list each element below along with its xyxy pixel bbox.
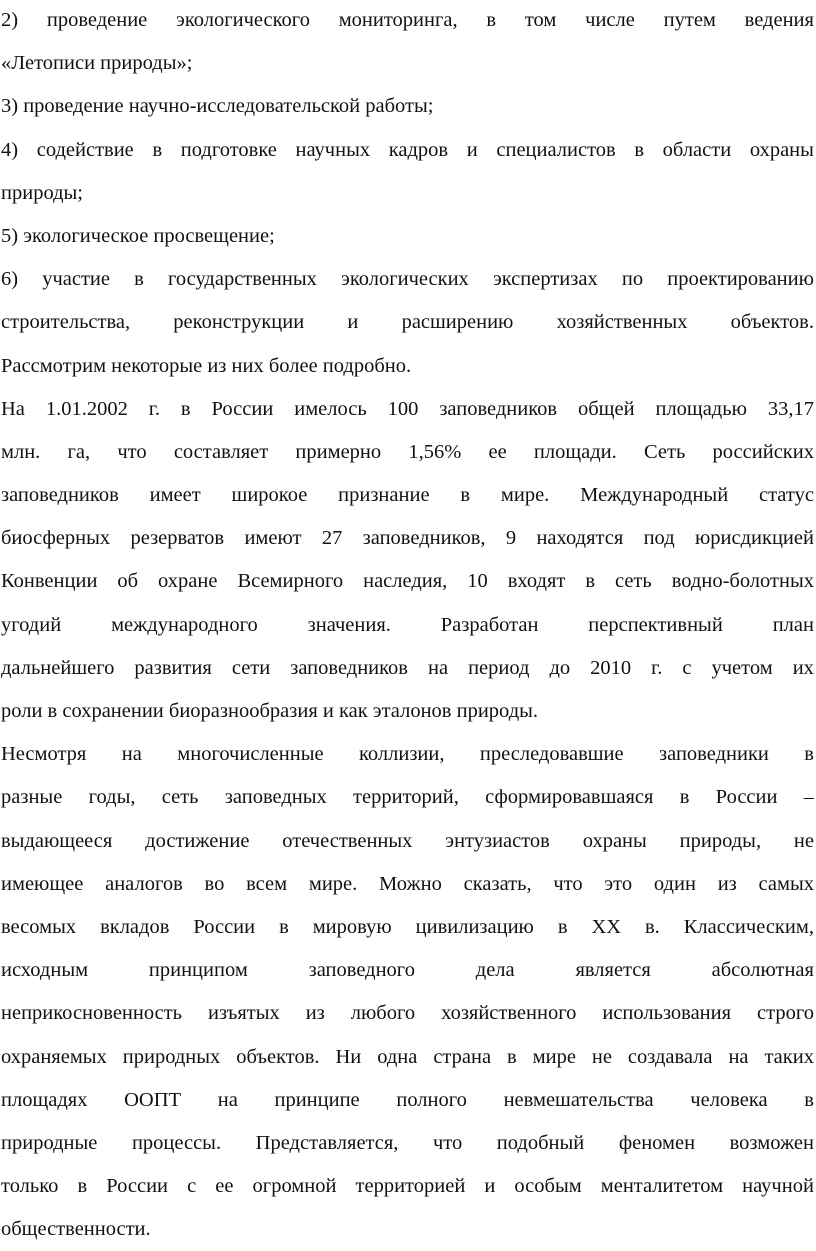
word: угодий (1, 613, 62, 636)
word: мире (532, 1045, 576, 1068)
word: Сеть (644, 440, 686, 463)
word: 1,56% (408, 440, 462, 463)
word: г. (651, 656, 663, 679)
text-line: 5) экологическое просвещение; (1, 224, 275, 247)
word: что (117, 440, 147, 463)
text-line (1, 1036, 814, 1079)
word: полного (396, 1088, 467, 1111)
word: огромной (252, 1175, 337, 1198)
word: государственных (167, 268, 317, 291)
word: сети (231, 656, 271, 679)
word: охраняемых (1, 1045, 107, 1068)
word: в (557, 915, 568, 938)
word: менталитетом (600, 1175, 724, 1198)
word: и (466, 138, 478, 161)
word: мире. (308, 872, 358, 895)
word: использования (602, 1002, 732, 1025)
word: разные (1, 786, 63, 809)
word: и (484, 1175, 496, 1198)
word: млн. (1, 440, 41, 463)
text-line (1, 301, 814, 344)
word: природные (1, 1131, 98, 1154)
word: подготовке (180, 138, 277, 161)
word: Несмотря (1, 743, 87, 766)
word: дела (475, 959, 515, 982)
word: только (1, 1175, 59, 1198)
word: из (717, 872, 737, 895)
word: природных (122, 1045, 221, 1068)
word: мире. (500, 484, 550, 507)
text-line (1, 647, 814, 690)
text-line (1, 992, 814, 1035)
word: хозяйственных (556, 311, 688, 334)
word: 1.01.2002 (45, 397, 128, 420)
word: в (152, 138, 163, 161)
word: исходным (1, 959, 89, 982)
word: в (77, 1175, 88, 1198)
text-line (1, 733, 814, 776)
word: абсолютная (711, 959, 814, 982)
word: ООПТ (124, 1088, 182, 1111)
word: сформировавшаяся (485, 786, 654, 809)
word: площадях (1, 1088, 88, 1111)
word: строго (757, 1002, 814, 1025)
word: ее (488, 440, 507, 463)
word: в (180, 397, 191, 420)
word: га, (67, 440, 91, 463)
word: России (715, 786, 778, 809)
text-line (1, 258, 814, 301)
word: заповедных (224, 786, 327, 809)
word: до (549, 656, 571, 679)
word: охраны (582, 829, 647, 852)
text-line (1, 517, 814, 560)
text-line (1, 820, 814, 863)
word: площади. (533, 440, 617, 463)
word: является (575, 959, 651, 982)
word: 2) (1, 9, 19, 31)
word: территорией (355, 1175, 466, 1198)
word: особым (514, 1175, 582, 1198)
word: 4) (1, 138, 19, 161)
word: годы, (88, 786, 136, 809)
word: достижение (145, 829, 250, 852)
word: объектов. (236, 1045, 320, 1068)
text-line (1, 776, 814, 819)
word: в (486, 9, 497, 31)
word: в (804, 1088, 814, 1111)
word: имеет (149, 484, 201, 507)
word: охране (158, 570, 218, 593)
word: 27 (321, 527, 343, 550)
word: заповедного (308, 959, 415, 982)
word: на (428, 656, 449, 679)
word: 2010 (590, 656, 632, 679)
word: феномен (618, 1131, 696, 1154)
word: любого (350, 1002, 416, 1025)
word: энтузиастов (445, 829, 550, 852)
word: 6) (1, 268, 19, 291)
word: таких (764, 1045, 814, 1068)
word: что (432, 1131, 463, 1154)
word: российских (712, 440, 814, 463)
word: возможен (729, 1131, 814, 1154)
word: экологических (341, 268, 469, 291)
word: неприкосновенность (1, 1002, 183, 1025)
word: Конвенции (1, 570, 98, 593)
text-line: 3) проведение научно-исследовательской работы; (1, 95, 434, 118)
word: Международный (580, 484, 729, 507)
word: путем (663, 9, 716, 31)
word: входят (507, 570, 566, 593)
word: реконструкции (173, 311, 305, 334)
word: процессы. (131, 1131, 222, 1154)
word: общей (578, 397, 635, 420)
word: с (682, 656, 692, 679)
word: коллизии, (359, 743, 445, 766)
word: в (279, 915, 289, 938)
word: сказать, (463, 872, 532, 895)
text-line (1, 1079, 814, 1122)
word: аналогов (105, 872, 183, 895)
word: проведение (46, 9, 148, 31)
word: На (1, 397, 25, 420)
word: широкое (231, 484, 308, 507)
word: изъятых (208, 1002, 280, 1025)
text-line (1, 1122, 814, 1165)
word: Классическим, (683, 915, 814, 938)
word: с (187, 1175, 197, 1198)
word: кадров (388, 138, 449, 161)
word: заповедников, (362, 527, 486, 550)
text-line (1, 863, 814, 906)
word: их (792, 656, 814, 679)
word: экологического (176, 9, 310, 31)
word: России (211, 397, 274, 420)
word: на (217, 1088, 238, 1111)
word: принципом (148, 959, 248, 982)
word: преследовавшие (479, 743, 624, 766)
word: период (468, 656, 530, 679)
word: юрисдикцией (694, 527, 814, 550)
word: природы, (679, 829, 762, 852)
word: подобный (496, 1131, 585, 1154)
word: России (193, 915, 256, 938)
word: статус (759, 484, 814, 507)
word: ее (215, 1175, 234, 1198)
word: Представляется, (255, 1131, 399, 1154)
word: хозяйственного (441, 1002, 577, 1025)
word: цивилизацию (415, 915, 534, 938)
word: сеть (614, 570, 652, 593)
word: научной (742, 1175, 814, 1198)
word: области (662, 138, 732, 161)
word: ведения (744, 9, 814, 31)
word: невмешательства (503, 1088, 654, 1111)
word: в (134, 268, 144, 291)
word: 100 (387, 397, 419, 420)
word: на (728, 1045, 749, 1068)
word: весомых (1, 915, 77, 938)
word: по (621, 268, 644, 291)
word: перспективный (588, 613, 723, 636)
word: признание (338, 484, 430, 507)
word: в. (644, 915, 660, 938)
word: проектированию (667, 268, 814, 291)
word: – (803, 786, 814, 809)
word: сеть (161, 786, 199, 809)
word: заповедников (1, 484, 119, 507)
word: во (204, 872, 225, 895)
word: вкладов (100, 915, 170, 938)
text-line (1, 906, 814, 949)
word: строительства, (1, 311, 131, 334)
word: принципе (274, 1088, 360, 1111)
word: международного (111, 613, 258, 636)
word: объектов. (730, 311, 814, 334)
word: содействие (36, 138, 134, 161)
text-line (1, 388, 814, 431)
word: 10 (467, 570, 488, 593)
word: создавала (627, 1045, 713, 1068)
word: дальнейшего (1, 656, 115, 679)
word: имеют (244, 527, 302, 550)
word: том (524, 9, 557, 31)
text-line (1, 1165, 814, 1208)
text-line: роли в сохранении биоразнообразия и как эталонов природы. (1, 700, 539, 722)
word: биосферных (1, 527, 111, 550)
word: заповедников (439, 397, 558, 420)
word: одна (377, 1045, 418, 1068)
text-line (1, 604, 814, 647)
word: расширению (401, 311, 514, 334)
word: в (634, 138, 645, 161)
text-line (1, 949, 814, 992)
word: не (793, 829, 814, 852)
word: под (643, 527, 675, 550)
word: Всемирного (237, 570, 344, 593)
word: специалистов (496, 138, 616, 161)
text-line: природы; (1, 181, 83, 204)
word: России (106, 1175, 169, 1198)
word: площадью (655, 397, 747, 420)
word: числе (585, 9, 635, 31)
word: выдающееся (1, 829, 113, 852)
word: учетом (711, 656, 773, 679)
word: отечественных (282, 829, 413, 852)
word: в (460, 484, 471, 507)
word: г. (148, 397, 160, 420)
word: на (121, 743, 142, 766)
word: имелось (294, 397, 367, 420)
word: не (591, 1045, 612, 1068)
word: 33,17 (767, 397, 814, 420)
word: и (347, 311, 359, 334)
word: это (604, 872, 633, 895)
word: участие (42, 268, 111, 291)
word: мировую (312, 915, 392, 938)
word: XX (591, 915, 622, 938)
word: резерватов (130, 527, 225, 550)
word: один (653, 872, 696, 895)
text-line (1, 129, 814, 172)
word: охраны (749, 138, 814, 161)
word: заповедники (659, 743, 769, 766)
word: что (553, 872, 583, 895)
word: в (585, 570, 596, 593)
word: всем (246, 872, 288, 895)
word: заповедников (290, 656, 408, 679)
word: самых (758, 872, 814, 895)
word: Ни (335, 1045, 362, 1068)
word: находятся (536, 527, 624, 550)
word: 9 (505, 527, 517, 550)
word: план (772, 613, 814, 636)
word: примерно (295, 440, 382, 463)
word: в (679, 786, 690, 809)
word: человека (690, 1088, 768, 1111)
word: значения. (307, 613, 391, 636)
word: развития (134, 656, 212, 679)
word: в (507, 1045, 517, 1068)
word: мониторинга, (338, 9, 458, 31)
word: составляет (173, 440, 269, 463)
text-line: «Летописи природы»; (1, 52, 193, 75)
word: Можно (379, 872, 442, 895)
word: водно-болотных (671, 570, 814, 593)
text-line (1, 0, 814, 42)
word: из (305, 1002, 325, 1025)
text-line (1, 560, 814, 603)
word: многочисленные (177, 743, 324, 766)
word: научных (295, 138, 371, 161)
word: страна (433, 1045, 492, 1068)
text-line: общественности. (1, 1218, 151, 1241)
word: в (804, 743, 814, 766)
word: наследия, (363, 570, 448, 593)
text-line (1, 474, 814, 517)
word: Разработан (440, 613, 539, 636)
word: об (117, 570, 139, 593)
text-line (1, 431, 814, 474)
word: имеющее (1, 872, 84, 895)
word: территорий, (353, 786, 459, 809)
word: экспертизах (492, 268, 598, 291)
text-line: Рассмотрим некоторые из них более подробно. (1, 354, 412, 377)
